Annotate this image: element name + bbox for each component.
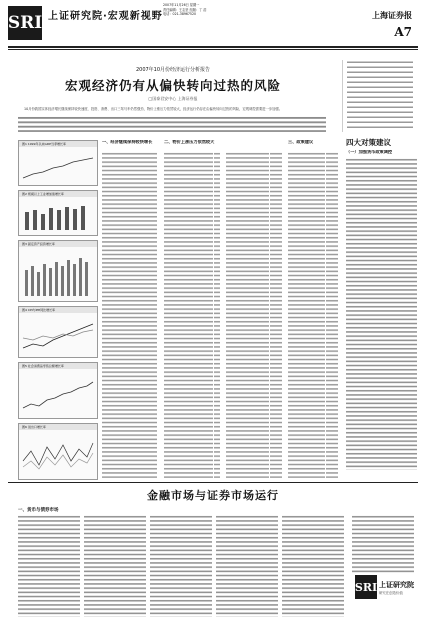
article-kicker: 2007年10月份经济运行分析报告 bbox=[135, 67, 211, 73]
figure-caption: 图3 固定资产投资增长率 bbox=[19, 241, 97, 247]
figure-caption: 图6 进出口增长率 bbox=[19, 424, 97, 430]
issue-date: 2007年11月26日 星期一 bbox=[163, 3, 200, 7]
figure-industry-plot bbox=[19, 198, 97, 234]
sri-logo: SRI bbox=[8, 6, 42, 40]
figure-gdp-plot bbox=[19, 148, 97, 184]
lead-text-lines bbox=[18, 116, 328, 134]
section2-text-lines bbox=[18, 515, 348, 617]
side-info-lines bbox=[343, 60, 419, 130]
figure-retail-plot bbox=[19, 370, 97, 417]
article-headline: 宏观经济仍有从偏快转向过热的风险 bbox=[64, 78, 281, 93]
figure-caption: 图2 规模以上工业增加值增长率 bbox=[19, 191, 97, 197]
side-info-box bbox=[342, 60, 419, 132]
paper-name: 上海证券报 bbox=[372, 10, 412, 20]
page-header bbox=[0, 0, 426, 44]
figure-caption: 图1 1999年以来GDP当季增长率 bbox=[19, 141, 97, 147]
editor-line: 责任编辑：王志坚 组版：丁 浩 bbox=[163, 7, 207, 12]
subhead-1: 一、经济继续保持较快增长 bbox=[102, 140, 153, 144]
section-title: 上证研究院·宏观新视野 bbox=[48, 11, 163, 22]
figure-caption: 图5 社会消费品零售总额增长率 bbox=[19, 363, 97, 369]
section2-text-lines-right bbox=[352, 515, 418, 573]
footer-brand bbox=[355, 575, 415, 615]
figure-retail bbox=[18, 362, 98, 419]
figure-gdp bbox=[18, 140, 98, 186]
footer-logo: SRI bbox=[355, 575, 377, 599]
phone-line: 电话：021-38967520 bbox=[163, 12, 197, 17]
footer-name: 上证研究院 bbox=[379, 581, 414, 589]
figure-investment bbox=[18, 240, 98, 302]
footer-slogan: 研究在创造价值 bbox=[379, 591, 403, 595]
figure-trade-plot bbox=[19, 431, 97, 478]
lead-text: 10月份我国实体经济增长继续保持较快速度，投资、消费、出口三驾马车仍然强劲，物价上涨压力依然较大，经济运行仍存在由偏快转向过热的风险，宏观调控需要进一步加强。 bbox=[24, 107, 283, 111]
subhead-2: 二、物价上涨压力依然较大 bbox=[164, 140, 215, 144]
side-text-lines bbox=[346, 158, 418, 470]
page-number: A7 bbox=[394, 25, 412, 39]
section-divider bbox=[8, 482, 418, 483]
section2-subhead: 一、货币与债券市场 bbox=[18, 508, 59, 513]
paper-block bbox=[372, 10, 412, 39]
subhead-3: 三、政策建议 bbox=[288, 140, 314, 144]
side-subhead: （一）加强货币政策调控 bbox=[346, 150, 393, 154]
article-byline: □国泰君安中心 上海证券报 bbox=[148, 96, 198, 101]
figure-prices bbox=[18, 306, 98, 358]
issue-meta bbox=[163, 3, 225, 17]
figure-investment-plot bbox=[19, 248, 97, 300]
figure-prices-plot bbox=[19, 314, 97, 356]
figure-caption: 图4 CPI与PPI同比增长率 bbox=[19, 307, 97, 313]
section2-title: 金融市场与证券市场运行 bbox=[147, 489, 279, 502]
figure-trade bbox=[18, 423, 98, 480]
figure-industry bbox=[18, 190, 98, 236]
header-rule-thin bbox=[8, 49, 418, 50]
side-heading: 四大对策建议 bbox=[346, 138, 391, 147]
article-text-lines bbox=[102, 152, 338, 478]
header-rule bbox=[8, 46, 418, 48]
